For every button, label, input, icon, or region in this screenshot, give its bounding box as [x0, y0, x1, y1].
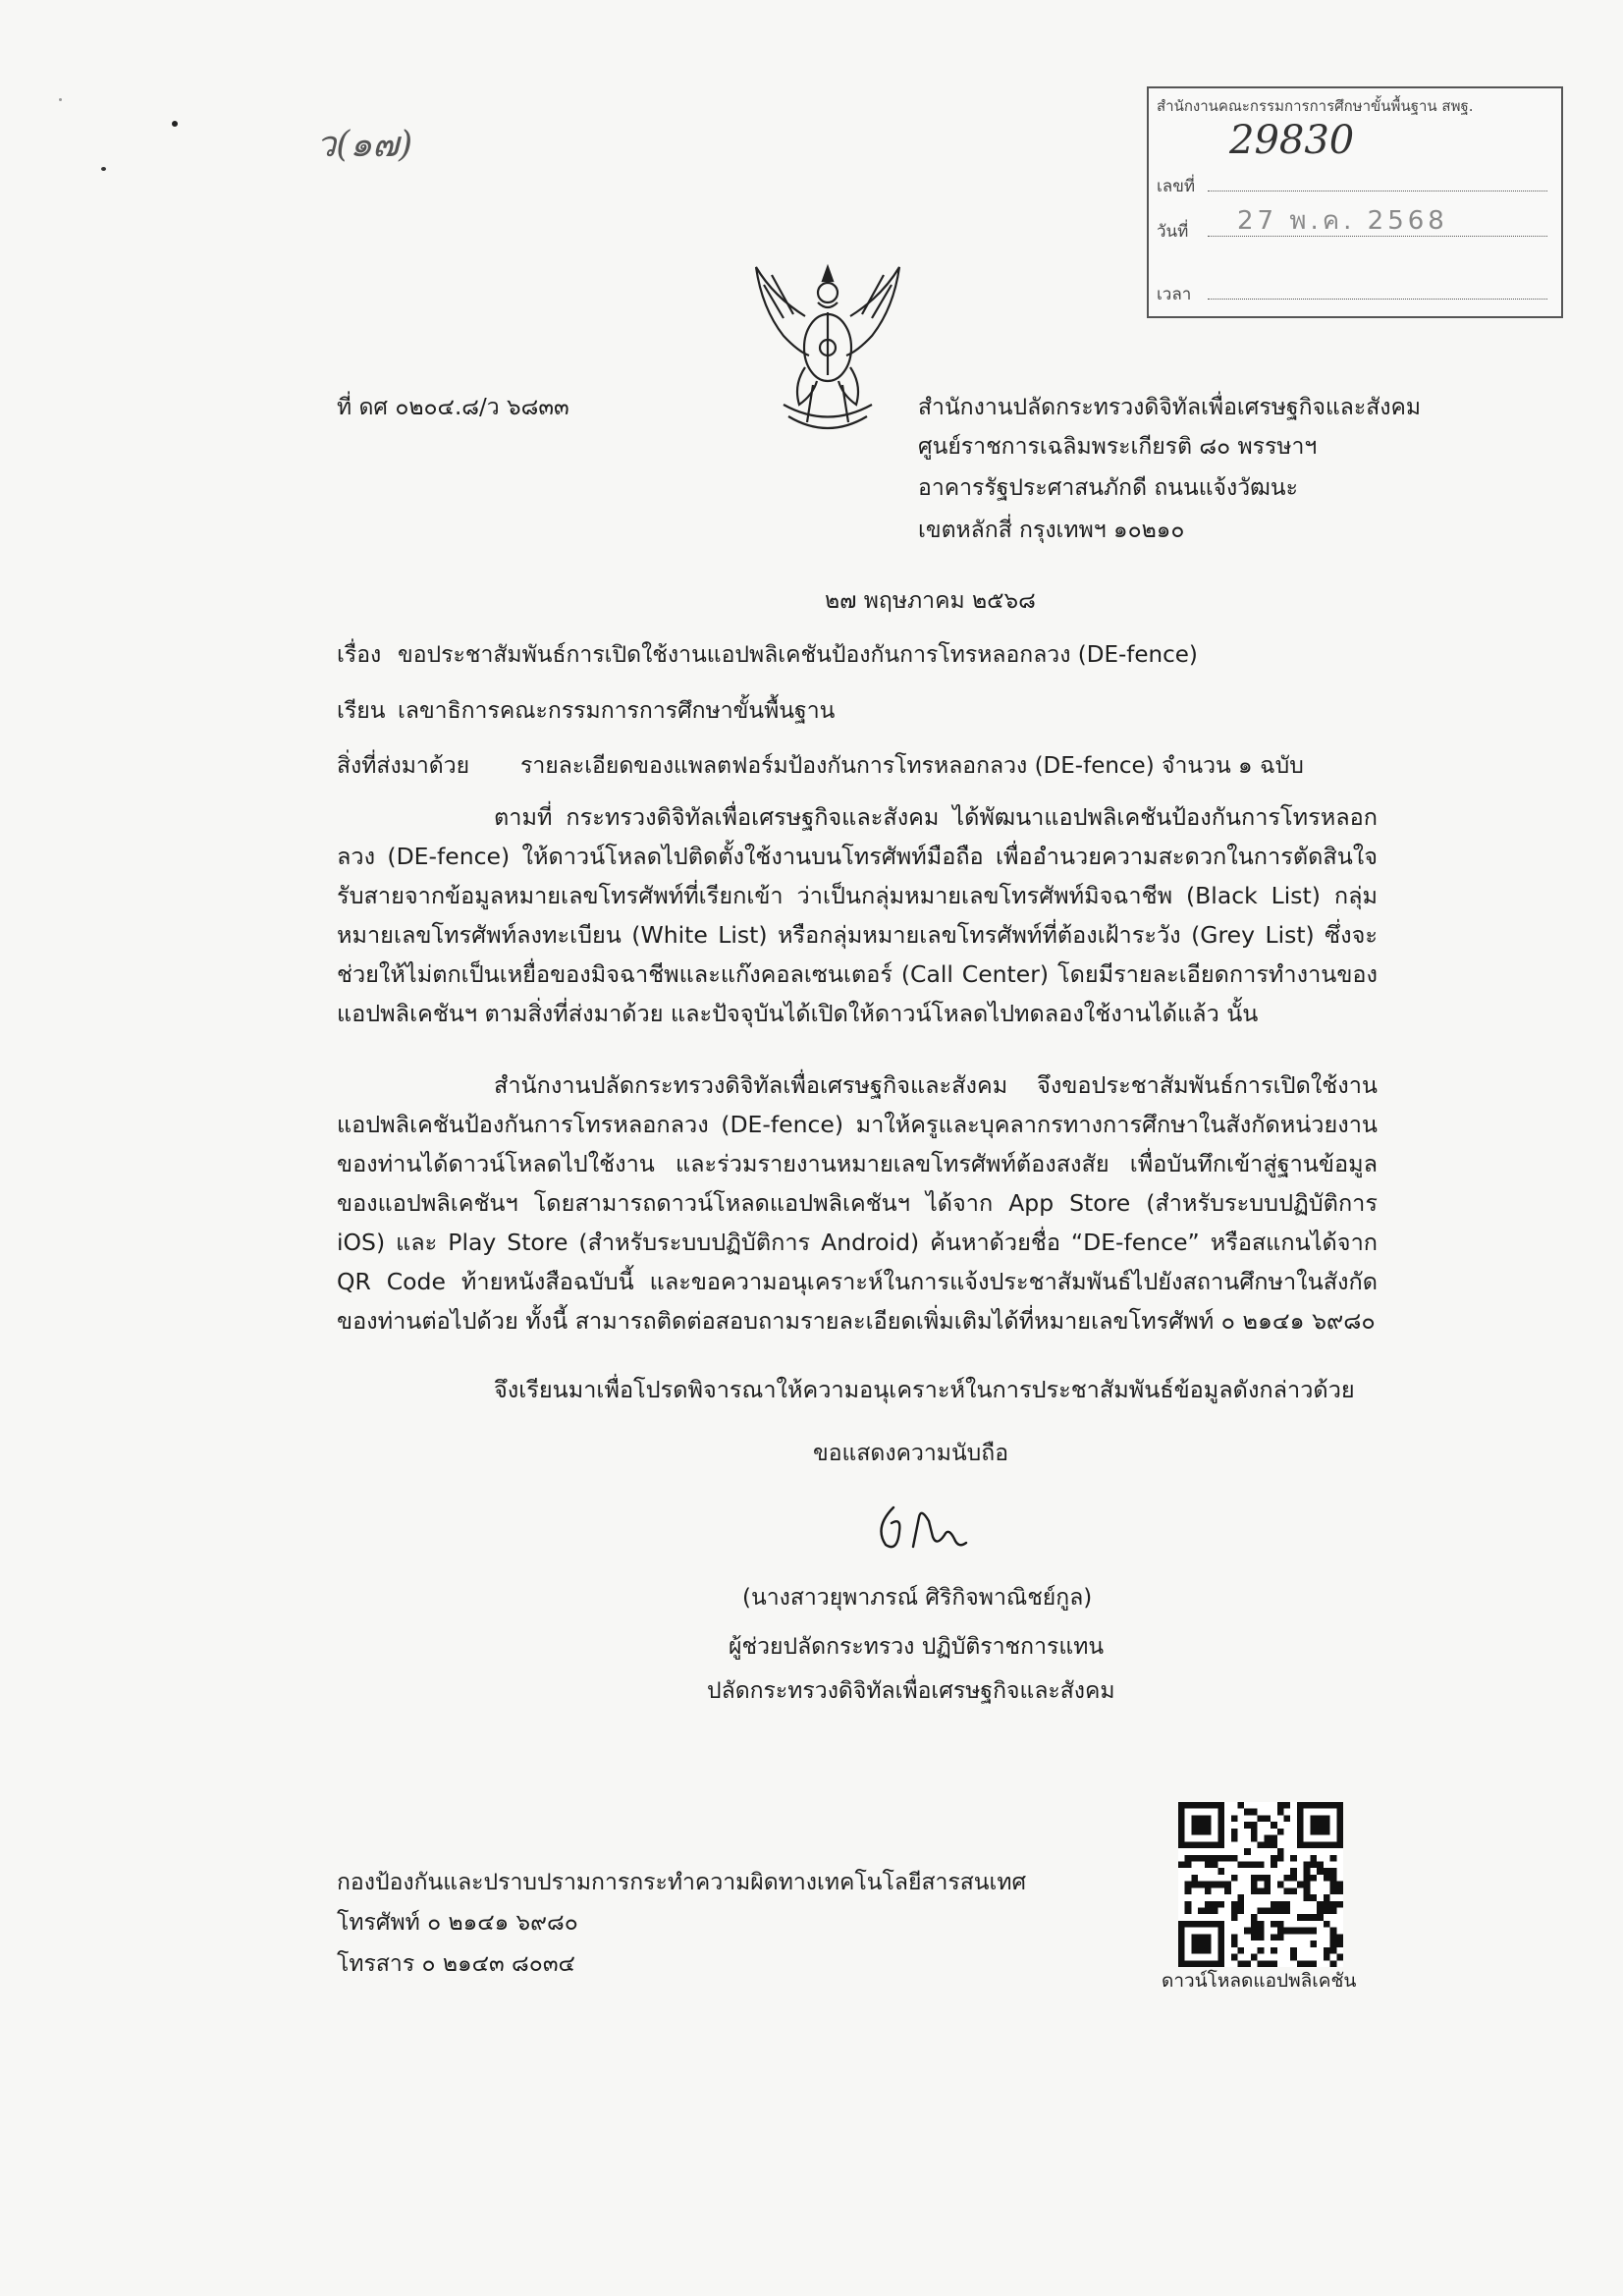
footer-division: กองป้องกันและปราบปรามการกระทำความผิดทางเทคโนโลยีสารสนเทศ — [337, 1870, 1027, 1895]
scan-speck — [172, 121, 178, 127]
sender-address-line2: ศูนย์ราชการเฉลิมพระเกียรติ ๘๐ พรรษาฯ — [918, 434, 1318, 460]
sender-address-line4: เขตหลักสี่ กรุงเทพฯ ๑๐๒๑๐ — [918, 518, 1185, 543]
body-paragraph-3 — [337, 1370, 1378, 1409]
body-paragraph-2 — [337, 1066, 1378, 1340]
paragraph-3-text: จึงเรียนมาเพื่อโปรดพิจารณาให้ความอนุเคราะห์ในการประชาสัมพันธ์ข้อมูลดังกล่าวด้วย — [494, 1376, 1355, 1403]
stamp-date-label: วันที่ — [1157, 222, 1189, 242]
document-date: ๒๗ พฤษภาคม ๒๕๖๘ — [825, 588, 1036, 614]
garuda-emblem-icon — [744, 257, 911, 442]
body-paragraph-1 — [337, 797, 1378, 1033]
enclosure-label: สิ่งที่ส่งมาด้วย — [337, 753, 470, 779]
signer-position-2: ปลัดกระทรวงดิจิทัลเพื่อเศรษฐกิจและสังคม — [707, 1678, 1115, 1704]
scan-speck — [59, 98, 62, 101]
stamp-agency: สำนักงานคณะกรรมการการศึกษาขั้นพื้นฐาน สพฐ. — [1157, 97, 1474, 115]
signer-name: (นางสาวยุพาภรณ์ ศิริกิจพาณิชย์กูล) — [742, 1585, 1093, 1611]
enclosure-text: รายละเอียดของแพลตฟอร์มป้องกันการโทรหลอกลวง (DE-fence) จำนวน ๑ ฉบับ — [520, 753, 1304, 779]
sender-address-line3: อาคารรัฐประศาสนภักดี ถนนแจ้งวัฒนะ — [918, 475, 1299, 501]
qr-caption: ดาวน์โหลดแอปพลิเคชัน — [1162, 1970, 1357, 1992]
receiving-stamp — [1147, 86, 1563, 318]
paragraph-2-text: สำนักงานปลัดกระทรวงดิจิทัลเพื่อเศรษฐกิจและสังคม จึงขอประชาสัมพันธ์การเปิดใช้งานแอปพลิเคชันป้องกันการโทรหลอกลวง (DE-fence) มาให้ครูและบุคลากรทางการศึกษาในสังกัดหน่วยงานของท่านได้ดาวน์โหลดไปใช้งาน และร่วมรายงานหมายเลขโทรศัพท์ต้องสงสัย เพื่อบันทึกเข้าสู่ฐานข้อมูลของแอปพลิเคชันฯ โดยสามารถดาวน์โหลดแอปพลิเคชันฯ ได้จาก App Store (สำหรับระบบปฏิบัติการ iOS) และ Play Store (สำหรับระบบปฏิบัติการ Android) ค้นหาด้วยชื่อ “DE-fence” หรือสแกนได้จาก QR Code ท้ายหนังสือฉบับนี้ และขอความอนุเคราะห์ในการแจ้งประชาสัมพันธ์ไปยังสถานศึกษาในสังกัดของท่านต่อไปด้วย ทั้งนี้ สามารถติดต่อสอบถามรายละเอียดเพิ่มเติมได้ที่หมายเลขโทรศัพท์ ๐ ๒๑๔๑ ๖๙๘๐ — [337, 1071, 1378, 1335]
stamp-number-label: เลขที่ — [1157, 177, 1196, 196]
paragraph-1-text: ตามที่ กระทรวงดิจิทัลเพื่อเศรษฐกิจและสังคม ได้พัฒนาแอปพลิเคชันป้องกันการโทรหลอกลวง (DE-fence) ให้ดาวน์โหลดไปติดตั้งใช้งานบนโทรศัพท์มือถือ เพื่ออำนวยความสะดวกในการตัดสินใจรับสายจากข้อมูลหมายเลขโทรศัพท์ที่เรียกเข้า ว่าเป็นกลุ่มหมายเลขโทรศัพท์มิจฉาชีพ (Black List) กลุ่มหมายเลขโทรศัพท์ลงทะเบียน (White List) หรือกลุ่มหมายเลขโทรศัพท์ที่ต้องเฝ้าระวัง (Grey List) ซึ่งจะช่วยให้ไม่ตกเป็นเหยื่อของมิจฉาชีพและแก๊งคอลเซนเตอร์ (Call Center) โดยมีรายละเอียดการทำงานของแอปพลิเคชันฯ ตามสิ่งที่ส่งมาด้วย และปัจจุบันได้เปิดให้ดาวน์โหลดไปทดลองใช้งานได้แล้ว นั้น — [337, 803, 1378, 1027]
footer-phone: โทรศัพท์ ๐ ๒๑๔๑ ๖๙๘๐ — [337, 1910, 578, 1936]
footer-fax: โทรสาร ๐ ๒๑๔๓ ๘๐๓๔ — [337, 1951, 575, 1977]
qr-code-icon[interactable] — [1178, 1802, 1343, 1967]
to-text: เลขาธิการคณะกรรมการการศึกษาขั้นพื้นฐาน — [398, 698, 836, 724]
document-reference: ที่ ดศ ๐๒๐๔.๘/ว ๖๘๓๓ — [337, 395, 569, 420]
stamp-date-value: 27 พ.ค. 2568 — [1237, 206, 1448, 236]
closing-text: ขอแสดงความนับถือ — [813, 1441, 1009, 1466]
to-label: เรียน — [337, 698, 386, 724]
stamp-number-value: 29830 — [1229, 118, 1355, 163]
stamp-time-label: เวลา — [1157, 285, 1192, 304]
sender-address-line1: สำนักงานปลัดกระทรวงดิจิทัลเพื่อเศรษฐกิจและสังคม — [918, 395, 1422, 420]
subject-label: เรื่อง — [337, 642, 382, 668]
subject-text: ขอประชาสัมพันธ์การเปิดใช้งานแอปพลิเคชันป้องกันการโทรหลอกลวง (DE-fence) — [398, 642, 1198, 668]
garuda-emblem — [744, 257, 911, 442]
scan-speck — [101, 167, 106, 171]
handwritten-note: ว(๑๗) — [316, 125, 413, 165]
handwritten-signature — [864, 1488, 982, 1566]
signer-position-1: ผู้ช่วยปลัดกระทรวง ปฏิบัติราชการแทน — [729, 1634, 1105, 1660]
